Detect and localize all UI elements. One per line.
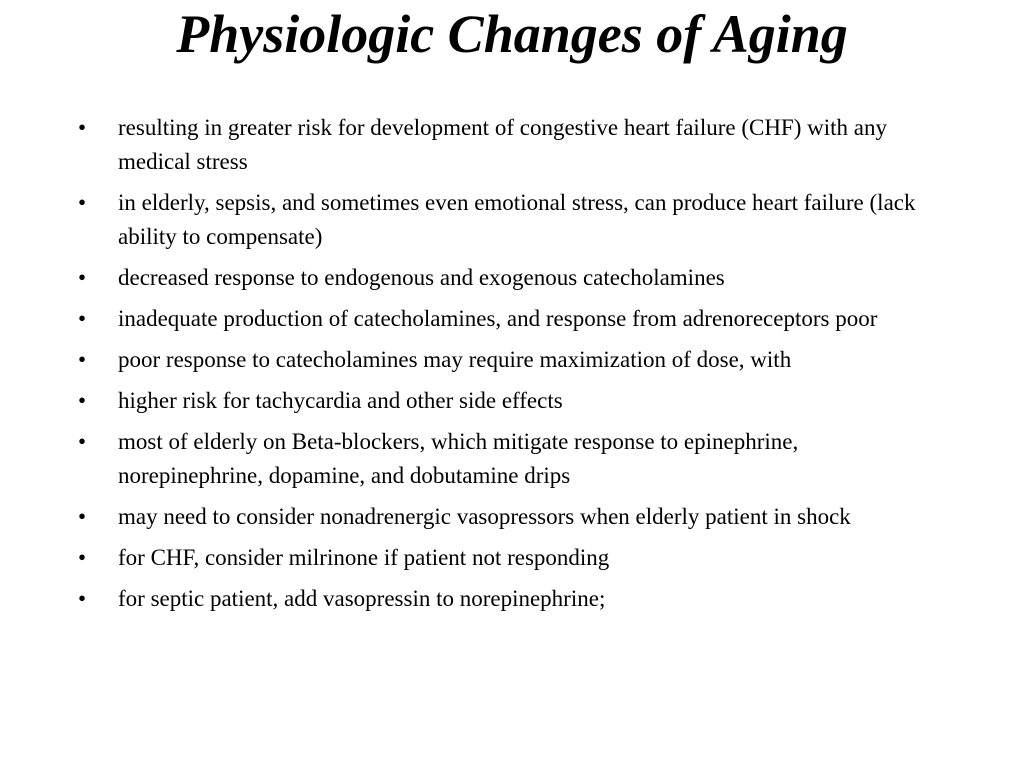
list-item [76,582,936,616]
list-item [76,186,936,254]
bullet-text: resulting in greater risk for development of congestive heart failure (CHF) with any medical stress [118,115,887,174]
bullet-text: most of elderly on Beta-blockers, which mitigate response to epinephrine, norepinephrine, dopamine, and dobutamine drips [118,429,799,488]
bullet-text: higher risk for tachycardia and other side effects [118,388,563,413]
slide-title: Physiologic Changes of Aging [176,4,848,64]
bullet-text: for septic patient, add vasopressin to norepinephrine; [118,586,606,611]
bullet-icon: • [78,347,87,372]
bullet-icon: • [78,190,87,215]
list-item [76,384,936,418]
list-item [76,302,936,336]
bullet-icon: • [78,504,87,529]
list-item [76,500,936,534]
bullet-icon: • [78,545,87,570]
list-item [76,343,936,377]
list-item [76,541,936,575]
bullet-text: poor response to catecholamines may require maximization of dose, with [118,347,792,372]
bullet-icon: • [78,586,87,611]
bullet-text: in elderly, sepsis, and sometimes even emotional stress, can produce heart failure (lack ability to compensate) [118,190,916,249]
bullet-list [76,111,936,623]
bullet-text: inadequate production of catecholamines, and response from adrenoreceptors poor [118,306,878,331]
list-item [76,111,936,179]
bullet-text: decreased response to endogenous and exogenous catecholamines [118,265,725,290]
list-item [76,425,936,493]
list-item [76,261,936,295]
bullet-text: may need to consider nonadrenergic vasopressors when elderly patient in shock [118,504,851,529]
bullet-icon: • [78,429,87,454]
bullet-icon: • [78,306,87,331]
bullet-icon: • [78,265,87,290]
bullet-text: for CHF, consider milrinone if patient not responding [118,545,610,570]
bullet-icon: • [78,388,87,413]
bullet-icon: • [78,115,87,140]
